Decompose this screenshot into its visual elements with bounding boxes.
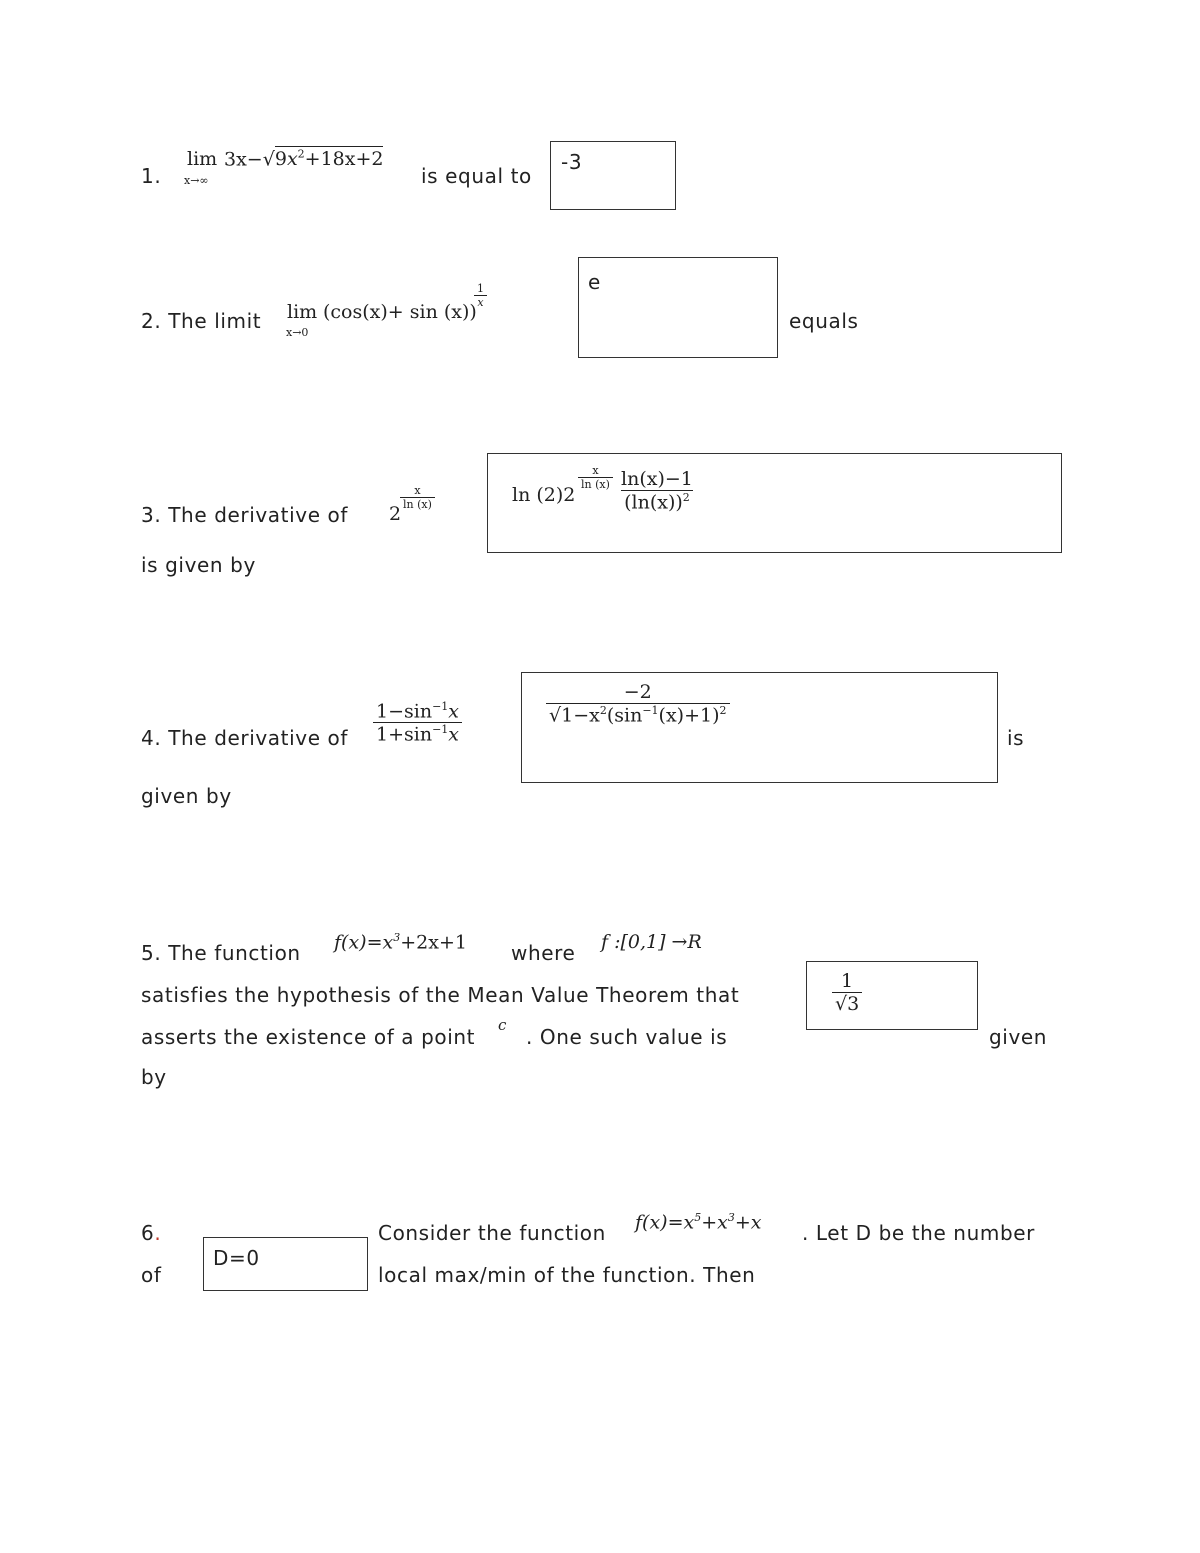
q6-text3: local max/min of the function. Then [378, 1263, 756, 1287]
q1-lim-sub: x→∞ [184, 174, 209, 187]
q3-answer-ln2: ln (2)2 [512, 484, 576, 506]
q5-domain: f :[0,1] →R [601, 931, 702, 953]
q2-answer: e [588, 270, 601, 294]
q3-answer-box[interactable] [487, 453, 1062, 553]
q1-number: 1. [141, 164, 162, 188]
q5-answer-fraction: $\frac{1}{√3}$ [832, 970, 862, 1015]
q2-label: 2. The limit [141, 309, 262, 333]
q5-label: 5. The function [141, 941, 301, 965]
q3-answer-exponent: $\frac{x}{\ln (x)}$ [578, 464, 613, 491]
q3-base: 2 [389, 503, 402, 525]
q4-label: 4. The derivative of [141, 726, 349, 750]
q2-expression: (cos(x)+ sin (x)) [323, 301, 477, 323]
q5-by: by [141, 1065, 167, 1089]
q1-answer: -3 [561, 150, 583, 174]
q6-answer-box[interactable] [203, 1237, 368, 1291]
q5-answer-box[interactable] [806, 961, 978, 1030]
q6-function: $f(x)=x^5+x^3+x$ [635, 1211, 762, 1234]
q2-suffix: equals [789, 309, 859, 333]
q6-answer: D=0 [213, 1246, 260, 1270]
q1-lim: lim [187, 148, 218, 170]
q3-exponent: $\frac{x}{\ln (x)}$ [400, 484, 435, 511]
q4-answer-fraction: $\frac{-2}{√1-x^2(\sin^{-1}(x)+1)^2}$ [546, 681, 730, 726]
q2-lim: lim [287, 301, 318, 323]
q3-continuation: is given by [141, 553, 256, 577]
q6-number: 6. [141, 1221, 162, 1245]
q5-where: where [511, 941, 576, 965]
q2-answer-box[interactable] [578, 257, 778, 358]
q4-continuation: given by [141, 784, 232, 808]
q4-suffix: is [1007, 726, 1025, 750]
q3-label: 3. The derivative of [141, 503, 349, 527]
q2-exponent: $\frac{1}{x}$ [474, 282, 487, 309]
q1-answer-box[interactable] [550, 141, 676, 210]
q1-expression: $3x-√9x^2+18x+2$ [224, 148, 384, 171]
q3-answer-fraction: $\frac{\ln(x)-1}{(\ln(x))^2}$ [621, 468, 693, 514]
q2-lim-sub: x→0 [286, 326, 309, 339]
q5-line2: satisfies the hypothesis of the Mean Value Theorem that [141, 983, 740, 1007]
q6-text2: . Let D be the number [802, 1221, 1035, 1245]
q5-given: given [989, 1025, 1048, 1049]
q5-point: c [498, 1016, 507, 1034]
q1-text: is equal to [421, 164, 532, 188]
q5-line3b: . One such value is [526, 1025, 728, 1049]
q4-answer-box[interactable] [521, 672, 998, 783]
q5-function: $f(x)=x^3+2x+1$ [334, 931, 467, 954]
q6-of: of [141, 1263, 162, 1287]
q4-fraction: $\frac{1-\sin^{-1}x}{1+\sin^{-1}x}$ [373, 700, 462, 746]
q6-text1: Consider the function [378, 1221, 606, 1245]
q5-line3a: asserts the existence of a point [141, 1025, 476, 1049]
